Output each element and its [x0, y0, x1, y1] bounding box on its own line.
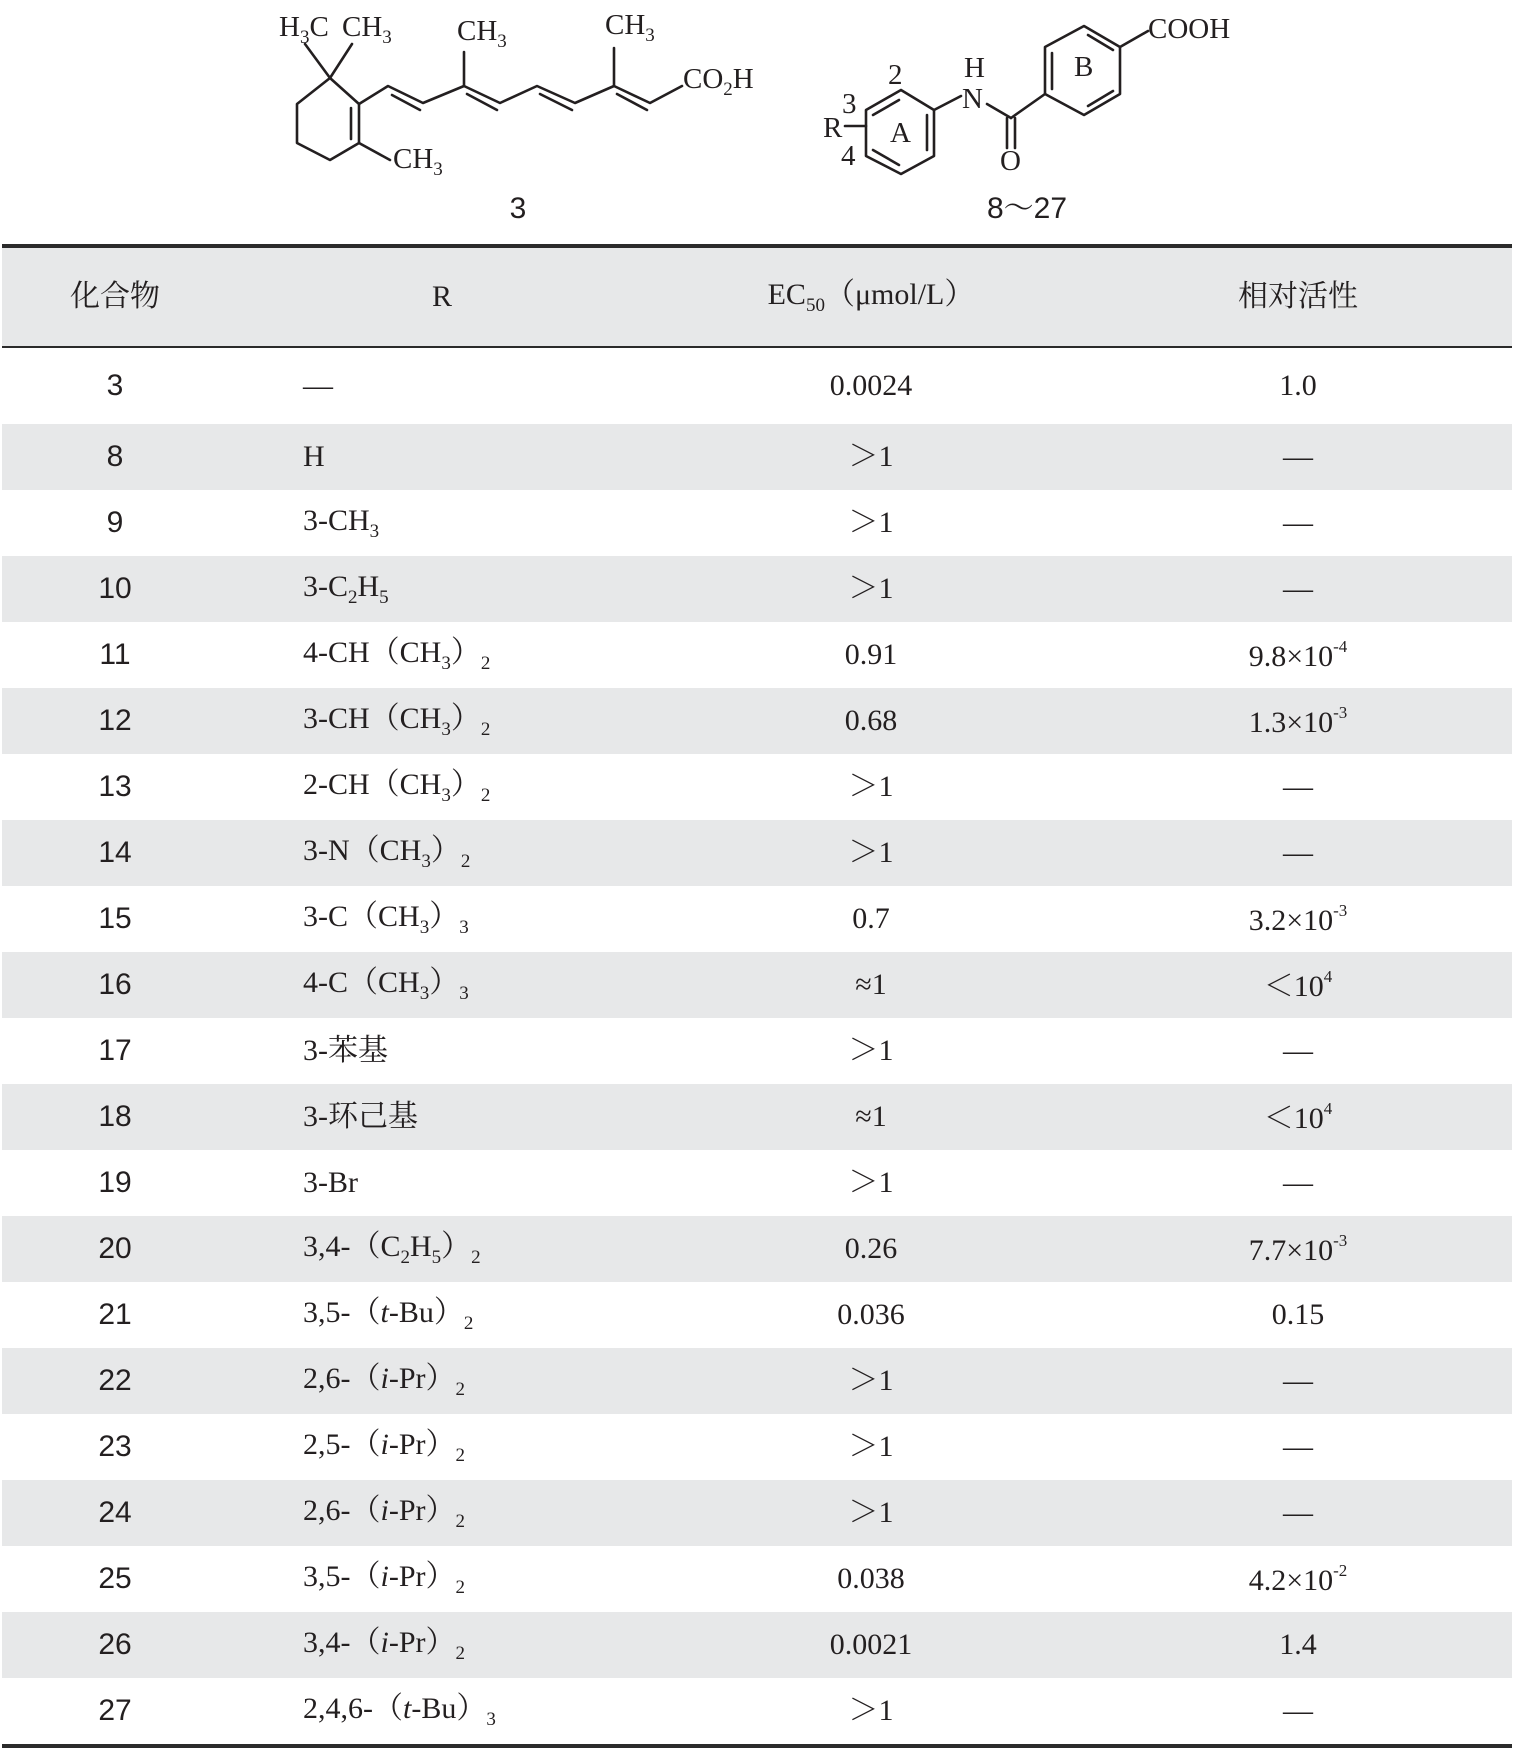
r-substituent-subscript: 2 — [455, 1642, 466, 1664]
relative-activity-text: 1.0 — [1279, 369, 1317, 402]
r-substituent-subscript: 2 — [455, 1444, 466, 1466]
cell-relative-activity — [1148, 442, 1448, 472]
cell-relative-activity — [1148, 1036, 1448, 1066]
r-substituent-text: 2,5-（ — [303, 1427, 381, 1461]
cell-compound-id: 26 — [98, 1628, 132, 1661]
r-substituent-subscript: 2 — [348, 586, 358, 608]
cell-r-substituent — [303, 503, 380, 542]
r-substituent-text: ） — [430, 833, 461, 867]
cell-ec50: 0.0021 — [829, 1628, 913, 1661]
compound-8-27-structure — [823, 13, 1230, 225]
relative-activity-superscript: -2 — [1333, 1561, 1348, 1580]
ring-b-cooh-bond — [1120, 31, 1148, 47]
r-substituent-subscript: 2 — [455, 1576, 466, 1598]
table-row — [2, 1678, 1512, 1744]
caption-compound-8-27: 8～27 — [986, 192, 1068, 225]
cell-relative-activity — [1148, 1300, 1448, 1330]
cell-r-substituent — [303, 1493, 466, 1532]
cell-compound-id: 17 — [98, 1034, 132, 1067]
relative-activity-text: 4.2×10 — [1248, 1564, 1334, 1597]
r-substituent-text: 3-环己基 — [303, 1100, 418, 1133]
table-header-row — [2, 248, 1512, 346]
relative-activity-text: — — [1283, 1034, 1313, 1067]
relative-activity-text: 9.8×10 — [1248, 640, 1334, 673]
r-substituent-text: -Bu） — [388, 1295, 464, 1329]
r-substituent-subscript: 3 — [441, 784, 451, 806]
cell-ec50: 0.0024 — [829, 369, 913, 402]
r-substituent-subscript: 3 — [441, 652, 451, 674]
r-substituent-subscript: 2 — [455, 1378, 466, 1400]
cell-r-substituent — [303, 635, 491, 674]
r-substituent-text: 2-CH（CH — [303, 767, 442, 801]
r-substituent-text: -Pr） — [388, 1559, 456, 1593]
relative-activity-text: — — [1283, 440, 1313, 473]
table-row — [2, 1414, 1512, 1480]
cell-ec50: 0.68 — [844, 704, 898, 737]
ring-b-inner-3 — [1088, 91, 1113, 106]
r-substituent-text: ） — [450, 635, 481, 669]
r-substituent-text: 2,4,6-（ — [303, 1691, 403, 1725]
r-substituent-subscript: 2 — [455, 1510, 466, 1532]
r-substituent-text: 3,5-（ — [303, 1559, 381, 1593]
table-row — [2, 754, 1512, 820]
table-row — [2, 490, 1512, 556]
r-substituent-italic: t — [380, 1295, 389, 1329]
label-ch3-ring: $CH_3$ — [393, 143, 443, 180]
cell-compound-id: 23 — [98, 1430, 132, 1463]
cell-r-substituent — [303, 1036, 388, 1066]
cell-relative-activity — [1148, 508, 1448, 538]
cell-ec50: ＞1 — [848, 770, 894, 803]
cell-ec50: ＞1 — [848, 440, 894, 473]
r-substituent-text: ） — [450, 701, 481, 735]
cell-r-substituent — [303, 1168, 358, 1198]
label-ring-b: B — [1074, 51, 1094, 83]
label-ring-a: A — [890, 117, 911, 149]
r-substituent-text: -Pr） — [388, 1361, 456, 1395]
cell-r-substituent — [303, 442, 325, 472]
activity-table — [2, 244, 1512, 1748]
cell-ec50: 0.038 — [837, 1562, 905, 1595]
r-substituent-text: ） — [441, 1229, 472, 1263]
table-row — [2, 1282, 1512, 1348]
cell-compound-id: 18 — [98, 1100, 132, 1133]
relative-activity-superscript: -4 — [1333, 637, 1348, 656]
chain-double-3 — [540, 94, 572, 110]
r-substituent-subscript: 2 — [400, 1246, 410, 1268]
table-row — [2, 622, 1512, 688]
r-substituent-italic: i — [380, 1625, 389, 1659]
table-row — [2, 886, 1512, 952]
r-substituent-subscript: 2 — [480, 784, 491, 806]
cell-relative-activity — [1148, 1562, 1448, 1596]
r-substituent-text: H — [357, 569, 380, 603]
r-substituent-subscript: 2 — [460, 850, 471, 872]
table-row — [2, 1348, 1512, 1414]
relative-activity-text: — — [1283, 1496, 1313, 1529]
r-substituent-subscript: 5 — [431, 1246, 442, 1268]
cell-compound-id: 11 — [99, 638, 131, 671]
ring-n-bond — [934, 96, 961, 110]
cell-r-substituent — [303, 1229, 481, 1268]
table-row — [2, 1480, 1512, 1546]
table-row — [2, 348, 1512, 424]
table-body — [2, 348, 1512, 1744]
structure-drawings — [0, 0, 1516, 242]
cell-compound-id: 20 — [98, 1232, 132, 1265]
r-substituent-text: 3-Br — [303, 1166, 358, 1199]
cell-compound-id: 19 — [98, 1166, 132, 1199]
r-substituent-text: -Pr） — [388, 1427, 456, 1461]
cell-relative-activity — [1148, 1498, 1448, 1528]
r-substituent-italic: i — [380, 1427, 389, 1461]
r-substituent-text: 3,4-（ — [303, 1625, 381, 1659]
cell-compound-id: 24 — [98, 1496, 132, 1529]
cell-relative-activity — [1148, 371, 1448, 401]
r-substituent-text: — — [303, 369, 333, 402]
label-ch3-gem: $CH_3$ — [342, 11, 392, 48]
cell-compound-id: 8 — [106, 440, 124, 473]
r-substituent-subscript: 3 — [459, 916, 469, 938]
chain-double-4 — [617, 94, 647, 110]
r-substituent-subscript: 3 — [486, 1708, 496, 1730]
cell-compound-id: 15 — [98, 902, 132, 935]
relative-activity-text: — — [1283, 836, 1313, 869]
table-row — [2, 1150, 1512, 1216]
r-substituent-subscript: 5 — [379, 586, 389, 608]
table-row — [2, 1546, 1512, 1612]
ring-b-inner-2 — [1088, 35, 1113, 50]
label-cooh: COOH — [1148, 13, 1231, 45]
cell-ec50: 0.26 — [844, 1232, 898, 1265]
cell-compound-id: 13 — [98, 770, 132, 803]
caption-compound-3: 3 — [509, 192, 527, 225]
header-r: R — [431, 280, 452, 313]
cell-relative-activity — [1148, 1366, 1448, 1396]
table-row — [2, 1216, 1512, 1282]
r-substituent-subscript: 3 — [369, 520, 380, 542]
relative-activity-text: 1.3×10 — [1248, 706, 1334, 739]
cell-r-substituent — [303, 1559, 466, 1598]
label-r: R — [823, 112, 843, 144]
r-substituent-text: 3,5-（ — [303, 1295, 381, 1329]
table-row — [2, 1612, 1512, 1678]
cell-ec50: ＞1 — [848, 1694, 894, 1727]
cell-r-substituent — [303, 1295, 474, 1334]
ring-methyl-bond — [359, 143, 390, 160]
table-row — [2, 424, 1512, 490]
cell-relative-activity — [1148, 1100, 1448, 1134]
cell-ec50: ＞1 — [848, 1430, 894, 1463]
chain-double-2 — [467, 94, 497, 110]
cell-compound-id: 10 — [98, 572, 132, 605]
cell-ec50: 0.036 — [837, 1298, 905, 1331]
header-compound: 化合物 — [70, 280, 160, 313]
r-substituent-text: 3-N（CH — [303, 833, 422, 867]
r-substituent-italic: t — [403, 1691, 412, 1725]
cell-r-substituent — [303, 899, 469, 938]
cell-ec50: ＞1 — [848, 1034, 894, 1067]
cell-r-substituent — [303, 767, 491, 806]
cell-ec50: ＞1 — [848, 1496, 894, 1529]
label-pos-2: 2 — [888, 59, 903, 91]
relative-activity-text: 7.7×10 — [1248, 1234, 1334, 1267]
r-substituent-italic: i — [380, 1559, 389, 1593]
cell-r-substituent — [303, 1427, 466, 1466]
relative-activity-text: 1.4 — [1279, 1628, 1317, 1661]
r-substituent-subscript: 3 — [441, 718, 451, 740]
r-substituent-italic: i — [380, 1361, 389, 1395]
r-substituent-text: 2,6-（ — [303, 1493, 381, 1527]
cell-relative-activity — [1148, 772, 1448, 802]
cell-compound-id: 21 — [98, 1298, 132, 1331]
relative-activity-superscript: -3 — [1333, 1231, 1348, 1250]
cell-relative-activity — [1148, 704, 1448, 738]
cell-r-substituent — [303, 569, 389, 608]
cell-relative-activity — [1148, 968, 1448, 1002]
cell-r-substituent — [303, 1625, 466, 1664]
relative-activity-superscript: 4 — [1323, 967, 1333, 986]
relative-activity-text: — — [1283, 1166, 1313, 1199]
r-substituent-subscript: 3 — [421, 850, 431, 872]
r-substituent-subscript: 2 — [480, 652, 491, 674]
cell-ec50: 0.7 — [852, 902, 890, 935]
chain-double-1 — [392, 95, 420, 110]
relative-activity-text: — — [1283, 1694, 1313, 1727]
cell-r-substituent — [303, 1691, 496, 1730]
r-substituent-subscript: 3 — [419, 916, 430, 938]
cell-compound-id: 9 — [106, 506, 124, 539]
cell-relative-activity — [1148, 902, 1448, 936]
r-substituent-text: 4-CH（CH — [303, 635, 442, 669]
table-row — [2, 820, 1512, 886]
relative-activity-superscript: -3 — [1333, 901, 1348, 920]
n-carbonyl-bond — [987, 104, 1011, 118]
compound-3-structure — [279, 9, 754, 225]
cell-relative-activity — [1148, 1232, 1448, 1266]
cell-compound-id: 16 — [98, 968, 132, 1001]
r-substituent-subscript: 2 — [471, 1246, 481, 1268]
table-row — [2, 952, 1512, 1018]
relative-activity-text: 0.15 — [1271, 1298, 1325, 1331]
relative-activity-text: — — [1283, 770, 1313, 803]
cell-ec50: ＞1 — [848, 506, 894, 539]
table-bottom-rule — [2, 1744, 1512, 1748]
cell-relative-activity — [1148, 1432, 1448, 1462]
cell-r-substituent — [303, 833, 471, 872]
r-substituent-subscript: 2 — [480, 718, 491, 740]
label-h3c: $H_3C$ — [279, 11, 329, 48]
relative-activity-text: 3.2×10 — [1248, 904, 1334, 937]
label-co2h: $CO_2H$ — [683, 63, 754, 100]
cell-ec50: ＞1 — [848, 1364, 894, 1397]
structure-figures — [0, 0, 1516, 242]
relative-activity-superscript: -3 — [1333, 703, 1348, 722]
cell-r-substituent — [303, 701, 491, 740]
label-n: N — [962, 83, 983, 115]
cell-r-substituent — [303, 1102, 418, 1132]
cell-relative-activity — [1148, 638, 1448, 672]
cell-ec50: ≈1 — [855, 1100, 887, 1133]
r-substituent-text: H — [303, 440, 325, 473]
cell-r-substituent — [303, 1361, 466, 1400]
label-ch3-chain-2: $CH_3$ — [605, 9, 655, 46]
r-substituent-text: -Pr） — [388, 1493, 456, 1527]
table-row — [2, 1084, 1512, 1150]
r-substituent-text: 2,6-（ — [303, 1361, 381, 1395]
header-relative-activity: 相对活性 — [1238, 280, 1358, 313]
cell-compound-id: 14 — [98, 836, 132, 869]
cell-compound-id: 22 — [98, 1364, 132, 1397]
r-substituent-subscript: 3 — [459, 982, 469, 1004]
r-substituent-text: 4-C（CH — [303, 965, 420, 999]
cell-relative-activity — [1148, 1168, 1448, 1198]
cell-relative-activity — [1148, 1696, 1448, 1726]
table-row — [2, 556, 1512, 622]
relative-activity-text: ＜10 — [1263, 1102, 1324, 1135]
label-ch3-chain-1: $CH_3$ — [457, 15, 507, 52]
relative-activity-text: — — [1283, 1430, 1313, 1463]
cell-relative-activity — [1148, 1630, 1448, 1660]
relative-activity-text: ＜10 — [1263, 970, 1324, 1003]
carbonyl-ring-b-bond — [1011, 94, 1045, 118]
gem-methyl-bond-1 — [305, 44, 330, 78]
cell-r-substituent — [303, 371, 333, 401]
ring-a-inner-1 — [873, 100, 899, 115]
relative-activity-text: — — [1283, 572, 1313, 605]
cell-relative-activity — [1148, 838, 1448, 868]
r-substituent-text: -Bu） — [411, 1691, 487, 1725]
r-substituent-text: 3-CH — [303, 503, 370, 537]
label-pos-4: 4 — [841, 140, 856, 172]
r-substituent-text: H — [410, 1229, 432, 1263]
relative-activity-text: — — [1283, 506, 1313, 539]
r-substituent-italic: i — [380, 1493, 389, 1527]
cell-relative-activity — [1148, 574, 1448, 604]
cell-compound-id: 27 — [98, 1694, 132, 1727]
cell-ec50: ＞1 — [848, 572, 894, 605]
label-o: O — [1000, 145, 1021, 177]
header-ec50: $EC_{50}(\mu mol/L)$ — [767, 277, 975, 316]
r-substituent-subscript: 3 — [419, 982, 430, 1004]
cell-compound-id: 25 — [98, 1562, 132, 1595]
relative-activity-superscript: 4 — [1323, 1099, 1333, 1118]
cell-ec50: ≈1 — [855, 968, 887, 1001]
r-substituent-text: ） — [429, 965, 460, 999]
cell-ec50: ＞1 — [848, 1166, 894, 1199]
table-row — [2, 688, 1512, 754]
polyene-chain — [359, 86, 682, 104]
r-substituent-text: ） — [429, 899, 460, 933]
table-row — [2, 1018, 1512, 1084]
r-substituent-subscript: 2 — [463, 1312, 474, 1334]
r-substituent-text: 3-苯基 — [303, 1034, 388, 1067]
label-h: H — [964, 52, 985, 84]
r-substituent-text: 3,4-（C — [303, 1229, 401, 1263]
r-substituent-text: 3-C（CH — [303, 899, 420, 933]
r-substituent-text: ） — [450, 767, 481, 801]
cell-ec50: 0.91 — [844, 638, 898, 671]
relative-activity-text: — — [1283, 1364, 1313, 1397]
cell-compound-id: 3 — [106, 369, 124, 402]
r-substituent-text: 3-CH（CH — [303, 701, 442, 735]
cell-ec50: ＞1 — [848, 836, 894, 869]
r-substituent-text: -Pr） — [388, 1625, 456, 1659]
gem-methyl-bond-2 — [330, 44, 352, 78]
cell-compound-id: 12 — [98, 704, 132, 737]
cell-r-substituent — [303, 965, 469, 1004]
label-pos-3: 3 — [842, 88, 857, 120]
r-substituent-text: 3-C — [303, 569, 348, 603]
